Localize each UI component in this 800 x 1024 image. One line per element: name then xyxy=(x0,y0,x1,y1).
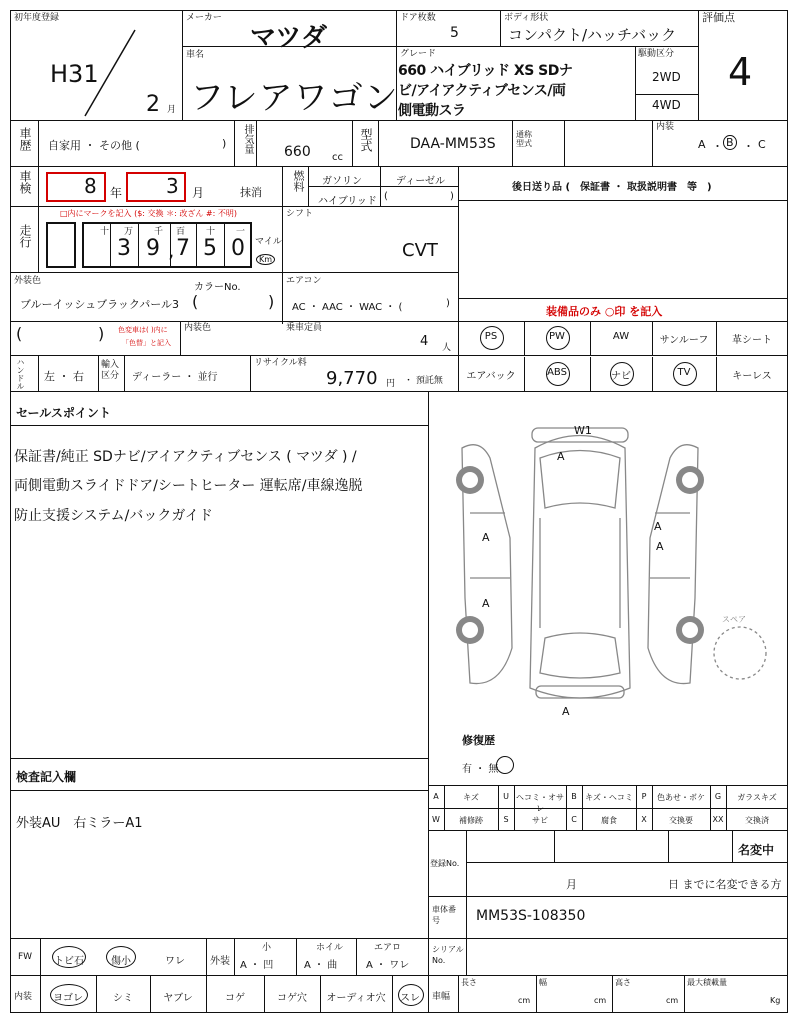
divider xyxy=(458,298,788,299)
legend-entry: キズ・ヘコミ xyxy=(585,793,633,802)
common-model-label: 通称型式 xyxy=(516,130,532,148)
equipment-item: 革シート xyxy=(732,335,772,346)
legend-entry: G xyxy=(714,792,722,801)
divider xyxy=(180,321,181,355)
bottom-divider xyxy=(612,975,613,1013)
legend-entry: B xyxy=(571,792,577,801)
first-reg-month: 2 xyxy=(146,92,160,117)
interior-damage-item: スレ xyxy=(400,993,420,1004)
bottom-divider xyxy=(684,975,685,1013)
equipment-circle xyxy=(546,362,570,386)
divider xyxy=(466,862,788,863)
month-unit: 月 xyxy=(167,105,177,115)
equipment-item: キーレス xyxy=(732,371,772,382)
legend-entry: XX xyxy=(712,815,724,824)
inspection-month: 3 xyxy=(166,174,179,198)
legend-entry: 腐食 xyxy=(601,816,617,825)
legend-entry: キズ xyxy=(463,793,479,802)
capacity: 4 xyxy=(420,334,429,349)
fw-item: ワレ xyxy=(165,956,185,967)
legend-entry: 交換要 xyxy=(669,816,693,825)
divider xyxy=(668,830,669,862)
shift: CVT xyxy=(402,240,438,261)
mileage-unit-label: 十 xyxy=(100,227,110,237)
chassis-number: MM53S-108350 xyxy=(476,908,586,924)
divider xyxy=(10,272,458,273)
displacement: 660 xyxy=(284,144,311,160)
fuel-hybrid: ハイブリッド xyxy=(318,196,377,207)
interior-grade-b: B xyxy=(723,135,737,150)
spare-label: スペア xyxy=(722,615,746,624)
equipment-circle xyxy=(480,326,504,350)
mileage-label: 走行 xyxy=(18,224,32,248)
recycle-deposit: ・ 預託無 xyxy=(404,376,443,386)
recycle-label: リサイクル料 xyxy=(254,358,307,368)
equipment-item: ABS xyxy=(547,367,567,378)
divider xyxy=(10,975,788,976)
divider xyxy=(500,10,501,46)
mileage-unit-mile: マイル xyxy=(255,237,282,247)
inspection-date-label: 車検 xyxy=(18,170,32,194)
first-reg-label: 初年度登録 xyxy=(14,13,60,23)
bottom-divider xyxy=(466,938,467,975)
model-label: 型式 xyxy=(359,128,373,152)
car-diagram xyxy=(440,418,780,718)
divider xyxy=(250,355,251,391)
body-label: ボディ形状 xyxy=(504,13,549,23)
equipment-item: AW xyxy=(612,331,630,342)
mileage-comma: , xyxy=(168,238,175,262)
inspection-cancel: 抹消 xyxy=(240,186,262,199)
legend-entry: 補修跡 xyxy=(459,816,483,825)
height-unit: cm xyxy=(666,996,679,1005)
color-change-open: ( xyxy=(16,324,23,343)
displacement-label: 排気量 xyxy=(242,124,253,154)
slash-mark xyxy=(80,28,140,118)
legend-entry: ガラスキズ xyxy=(737,793,777,802)
mileage-unit-label: 百 xyxy=(176,227,186,237)
divider xyxy=(466,896,467,938)
bottom-divider xyxy=(458,975,459,1013)
mileage-digit: 9 xyxy=(146,236,160,261)
exterior-color: ブルーイッシュブラックパール3 xyxy=(20,298,180,311)
mileage-unit-label: 十 xyxy=(206,227,216,237)
interior-grade-a: A xyxy=(698,138,706,151)
doors: 5 xyxy=(450,25,459,41)
equipment-circle xyxy=(673,362,697,386)
repair-none-circle xyxy=(496,756,514,774)
drive-label: 駆動区分 xyxy=(638,49,675,59)
sales-line-1: 保証書/純正 SDナビ/アイアクティブセンス ( マツダ ) / xyxy=(14,449,357,465)
vehicle-hist-label: 車歴 xyxy=(18,127,32,151)
score-label: 評価点 xyxy=(702,11,735,24)
drive-2wd: 2WD xyxy=(652,70,681,84)
import: ディーラー ・ 並行 xyxy=(132,372,218,383)
divider xyxy=(234,120,235,166)
later-items-label: 後日送り品 ( 保証書 ・ 取扱説明書 等 ) xyxy=(512,182,712,193)
interior-grade-label: 内装 xyxy=(656,122,675,132)
repair-value: 有 ・ 無 xyxy=(462,764,499,775)
dims-label: 車幅 xyxy=(432,992,451,1002)
divider xyxy=(10,206,458,207)
name-change-label: 名変中 xyxy=(738,843,775,857)
mileage-unit-label: 一 xyxy=(236,227,246,237)
divider xyxy=(38,120,39,166)
divider xyxy=(428,391,429,938)
color-change-note-1: 色変車は( )内に xyxy=(118,326,168,334)
legend-entry: U xyxy=(503,792,509,801)
repair-label: 修復歴 xyxy=(462,734,495,747)
interior-damage-item: シミ xyxy=(113,993,133,1004)
equipment-circle xyxy=(610,362,634,386)
drive-4wd: 4WD xyxy=(652,98,681,112)
car-name: フレアワゴン xyxy=(190,78,399,118)
grade-label: グレード xyxy=(400,49,437,59)
mileage-unit-label: 万 xyxy=(124,227,134,237)
divider xyxy=(10,166,788,167)
fw-circle xyxy=(52,946,86,968)
divider xyxy=(512,120,513,166)
interior-damage-item: ヤブレ xyxy=(163,993,193,1004)
inspection-title: 検査記入欄 xyxy=(16,770,77,784)
handle: 左 ・ 右 xyxy=(44,370,84,383)
recycle: 9,770 xyxy=(326,368,378,389)
divider xyxy=(732,830,733,862)
mileage-prefix-box xyxy=(46,222,76,268)
bottom-divider xyxy=(234,938,235,975)
exterior-label: 外装 xyxy=(210,956,230,967)
length-unit: cm xyxy=(518,996,531,1005)
color-no-open: ( xyxy=(192,292,199,311)
inspection-year-unit: 年 xyxy=(110,186,123,200)
equipment-item: ナビ xyxy=(611,371,631,382)
name-change-day: 日 までに名変できる方 xyxy=(668,878,782,891)
divider xyxy=(458,166,459,324)
interior-grade-sep1: ・ xyxy=(712,140,723,153)
inspection-year-box xyxy=(46,172,106,202)
size-small: 小 xyxy=(262,943,272,953)
fuel-other-close: ) xyxy=(450,191,454,202)
divider xyxy=(10,425,428,426)
divider xyxy=(10,120,788,121)
fuel-gasoline: ガソリン xyxy=(322,176,362,187)
bottom-divider xyxy=(40,938,41,975)
legend-entry: 色あせ・ボケ xyxy=(657,793,705,802)
damage-mark-a5: A xyxy=(482,597,490,610)
equipment-item: エアバック xyxy=(466,371,516,382)
fw-label: FW xyxy=(18,952,33,962)
name-change-month: 月 xyxy=(566,878,577,891)
size-items: A ・ 凹 xyxy=(240,960,274,971)
interior-circle xyxy=(398,984,424,1006)
legend-entry: P xyxy=(641,792,647,801)
damage-mark-w1: W1 xyxy=(574,424,592,437)
damage-mark-a1: A xyxy=(557,450,565,463)
aircon-close: ) xyxy=(446,298,450,309)
aero-label: エアロ xyxy=(374,943,402,953)
divider xyxy=(458,200,788,201)
handle-label: ハンドル xyxy=(16,358,25,390)
interior-damage-item: オーディオ穴 xyxy=(326,993,386,1004)
divider xyxy=(124,355,125,391)
mileage-digit: 5 xyxy=(203,236,217,261)
divider xyxy=(352,120,353,166)
color-no-label: カラーNo. xyxy=(194,282,241,293)
legend-entry: C xyxy=(571,815,577,824)
color-no-close: ) xyxy=(268,292,275,311)
model: DAA-MM53S xyxy=(410,136,496,152)
exterior-color-label: 外装色 xyxy=(14,276,42,286)
legend-entry: W xyxy=(432,815,440,824)
divider xyxy=(428,896,788,897)
damage-mark-a3: A xyxy=(654,520,662,533)
damage-mark-a4: A xyxy=(656,540,664,553)
mileage-digit: 3 xyxy=(117,236,131,261)
damage-mark-a6: A xyxy=(562,705,570,718)
divider xyxy=(635,46,636,120)
doors-label: ドア枚数 xyxy=(400,13,436,23)
capacity-unit: 人 xyxy=(442,343,452,353)
divider xyxy=(428,830,788,831)
fw-item: 傷小 xyxy=(111,956,131,967)
fuel-other: ( xyxy=(384,191,388,202)
mileage-note: □内にマークを記入 ($: 交換 ＊: 改ざん #: 不明) xyxy=(60,209,237,218)
divider xyxy=(282,166,283,206)
max-load-label: 最大積載量 xyxy=(687,978,727,987)
divider xyxy=(554,830,555,862)
wheel-items: A ・ 曲 xyxy=(304,960,338,971)
height-label: 高さ xyxy=(615,978,631,987)
equipment-item: サンルーフ xyxy=(659,335,709,346)
aircon-label: エアコン xyxy=(286,276,322,286)
interior-damage-item: コゲ穴 xyxy=(277,993,307,1004)
width-label: 幅 xyxy=(539,978,547,987)
equipment-item: TV xyxy=(677,367,691,378)
wheel-label: ホイル xyxy=(316,943,344,953)
score: 4 xyxy=(728,50,753,94)
divider xyxy=(10,758,428,759)
vehicle-hist-close: ) xyxy=(222,137,227,150)
divider xyxy=(10,355,788,356)
first-reg-year: H31 xyxy=(50,60,99,88)
bottom-divider xyxy=(206,938,207,975)
divider xyxy=(10,391,788,392)
bottom-divider xyxy=(296,938,297,975)
inspection-month-unit: 月 xyxy=(192,186,205,200)
divider xyxy=(282,206,283,324)
equipment-item: PW xyxy=(549,331,565,342)
vehicle-hist: 自家用 ・ その他 ( xyxy=(48,139,140,152)
color-change-close: ) xyxy=(98,324,105,343)
color-change-note-2: 「色替」と記入 xyxy=(122,339,171,347)
mileage-unit-label: 千 xyxy=(154,227,164,237)
interior-damage-item: コゲ xyxy=(225,993,245,1004)
displacement-unit: cc xyxy=(332,152,343,163)
fuel-diesel: ディーゼル xyxy=(396,176,445,187)
mileage-unit-km: Km xyxy=(256,254,275,265)
interior-grade-c: C xyxy=(758,138,766,151)
sales-title: セールスポイント xyxy=(16,406,111,420)
equipment-label: 装備品のみ ○印 を記入 xyxy=(546,305,663,318)
interior-damage-item: ヨゴレ xyxy=(53,993,83,1004)
bottom-divider xyxy=(356,938,357,975)
bottom-divider xyxy=(428,975,429,1013)
fw-item: トビ石 xyxy=(54,956,84,967)
legend-entry: X xyxy=(641,815,647,824)
equipment-item: PS xyxy=(484,331,498,342)
legend-entry: ヘコミ・オサレ xyxy=(516,793,564,813)
serial-label: シリアルNo. xyxy=(432,945,464,965)
length-label: 長さ xyxy=(461,978,477,987)
bottom-divider xyxy=(536,975,537,1013)
capacity-label: 乗車定員 xyxy=(286,323,323,333)
interior-circle xyxy=(50,984,88,1006)
aircon: AC ・ AAC ・ WAC ・ ( xyxy=(292,302,403,313)
interior-grade-sep2: ・ xyxy=(743,140,754,153)
import-label: 輸入区分 xyxy=(101,360,120,381)
grade-line-1: 660 ハイブリッド XS SDナ xyxy=(398,63,573,79)
maker: マツダ xyxy=(250,23,327,53)
legend-entry: S xyxy=(503,815,509,824)
car-name-label: 車名 xyxy=(186,50,205,60)
divider xyxy=(635,94,698,95)
interior-label: 内装 xyxy=(14,992,33,1002)
divider xyxy=(466,830,467,896)
sales-line-2: 両側電動スライドドア/シートヒーター 運転席/車線逸脱 xyxy=(14,478,363,494)
sales-line-3: 防止支援システム/バックガイド xyxy=(14,508,213,524)
inspection-text: 外装AU 右ミラーA1 xyxy=(16,816,143,831)
width-unit: cm xyxy=(594,996,607,1005)
legend-entry: A xyxy=(433,792,439,801)
divider xyxy=(10,938,788,939)
fuel-label: 燃料 xyxy=(292,170,305,192)
divider xyxy=(428,785,788,786)
divider xyxy=(428,808,788,809)
max-load-unit: Kg xyxy=(770,996,781,1005)
reg-no-label: 登録No. xyxy=(430,859,460,868)
divider xyxy=(38,355,39,391)
mileage-digit: 0 xyxy=(231,236,245,261)
legend-entry: サビ xyxy=(532,816,548,825)
divider xyxy=(378,120,379,166)
interior-color-label: 内装色 xyxy=(184,323,212,333)
shift-label: シフト xyxy=(286,209,314,219)
grade-line-2: ビ/アイアクティブセンス/両 xyxy=(398,83,566,99)
divider xyxy=(256,120,257,166)
body: コンパクト/ハッチバック xyxy=(508,26,677,44)
legend-entry: 交換済 xyxy=(745,816,769,825)
grade-line-3: 側電動スラ xyxy=(398,103,466,119)
divider xyxy=(564,120,565,166)
chassis-label: 車体番号 xyxy=(432,905,456,925)
divider xyxy=(698,10,699,120)
divider xyxy=(38,166,39,272)
maker-label: メーカー xyxy=(186,13,222,23)
divider xyxy=(182,10,183,120)
equipment-circle xyxy=(546,326,570,350)
divider xyxy=(10,321,788,322)
divider xyxy=(652,120,653,166)
mileage-digit: 7 xyxy=(176,236,190,261)
aero-items: A ・ ワレ xyxy=(366,960,410,971)
recycle-unit: 円 xyxy=(386,379,396,389)
damage-mark-a2: A xyxy=(482,531,490,544)
inspection-year: 8 xyxy=(84,174,97,198)
divider xyxy=(380,166,381,206)
fw-circle xyxy=(106,946,136,968)
divider xyxy=(10,790,428,791)
divider xyxy=(98,355,99,391)
bottom-divider xyxy=(428,938,429,975)
